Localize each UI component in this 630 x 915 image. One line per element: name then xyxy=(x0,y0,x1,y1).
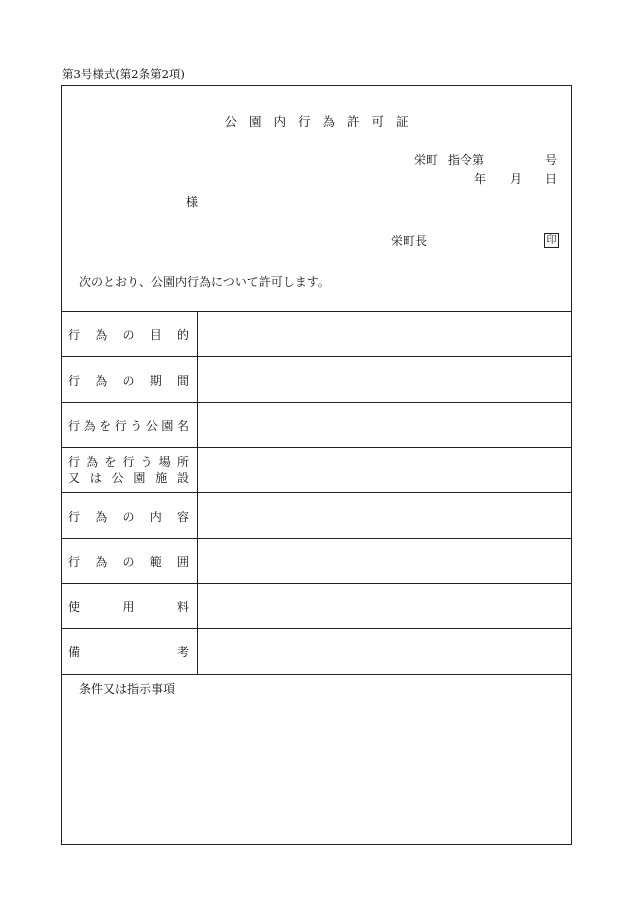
row-label-park-name xyxy=(62,417,197,434)
label-char: を xyxy=(104,455,117,469)
label-char: 設 xyxy=(176,471,189,485)
remarks-value-field[interactable] xyxy=(198,629,571,674)
number-suffix: 号 xyxy=(545,153,558,167)
label-char: 行 xyxy=(122,455,135,469)
label-char: 公 xyxy=(111,471,124,485)
label-char: 為 xyxy=(83,419,96,433)
conditions-value-field[interactable] xyxy=(62,698,571,838)
table-divider xyxy=(62,674,571,675)
title-char: 内 xyxy=(273,114,286,129)
title-char: 為 xyxy=(322,114,336,129)
label-char: 為 xyxy=(95,328,108,342)
addressee-suffix: 様 xyxy=(186,195,199,209)
label-char: 備 xyxy=(68,645,81,659)
row-label-fee xyxy=(62,598,197,615)
period-value-field[interactable] xyxy=(198,357,571,402)
intro-text: 次のとおり、公園内行為について許可します。 xyxy=(79,275,330,289)
label-char: 又 xyxy=(68,471,81,485)
label-char: う xyxy=(130,419,143,433)
document-title xyxy=(62,112,571,130)
seal-mark: 印 xyxy=(544,233,559,248)
label-char: 範 xyxy=(149,555,162,569)
label-char: を xyxy=(99,419,112,433)
label-char: 容 xyxy=(176,510,189,524)
label-char: 行 xyxy=(68,510,81,524)
row-label-scope xyxy=(62,553,197,570)
row-label-remarks xyxy=(62,643,197,660)
label-char: 内 xyxy=(149,510,162,524)
conditions-label: 条件又は指示事項 xyxy=(79,682,176,696)
label-char: の xyxy=(122,328,135,342)
label-char: 行 xyxy=(68,419,81,433)
label-char: 使 xyxy=(68,600,81,614)
row-label-purpose xyxy=(62,326,197,343)
label-char: 用 xyxy=(122,600,135,614)
label-char: 為 xyxy=(95,510,108,524)
row-label-period xyxy=(62,372,197,389)
label-char: の xyxy=(122,555,135,569)
label-char: 園 xyxy=(161,419,174,433)
label-char: 囲 xyxy=(176,555,189,569)
label-char: 行 xyxy=(68,455,81,469)
title-char: 公 xyxy=(224,114,237,129)
label-char: 料 xyxy=(176,600,189,614)
scope-value-field[interactable] xyxy=(198,539,571,583)
issuer-town: 栄町 xyxy=(414,153,439,167)
label-char: 行 xyxy=(68,374,81,388)
label-char: は xyxy=(89,471,102,485)
label-char: 考 xyxy=(176,645,189,659)
label-char: 行 xyxy=(114,419,127,433)
date-day: 日 xyxy=(545,172,558,186)
label-char: 行 xyxy=(68,328,81,342)
title-char: 園 xyxy=(248,114,262,129)
title-char: 許 xyxy=(347,114,360,129)
label-char: 場 xyxy=(158,455,171,469)
permit-form xyxy=(61,85,572,845)
label-char: 為 xyxy=(95,374,108,388)
purpose-value-field[interactable] xyxy=(198,312,571,356)
label-char: 公 xyxy=(145,419,158,433)
label-char: 的 xyxy=(176,328,189,342)
fee-value-field[interactable] xyxy=(198,584,571,628)
form-number-label: 第3号様式(第2条第2項) xyxy=(62,67,185,81)
label-char: 名 xyxy=(176,419,189,433)
mayor-title: 栄町長 xyxy=(391,234,428,248)
title-char: 行 xyxy=(297,114,311,129)
label-char: 為 xyxy=(86,455,99,469)
label-char: 期 xyxy=(149,374,162,388)
park-name-value-field[interactable] xyxy=(198,403,571,447)
row-label-place-facility xyxy=(62,454,197,486)
label-char: 目 xyxy=(149,328,162,342)
label-char: 行 xyxy=(68,555,81,569)
row-label-content xyxy=(62,508,197,525)
label-char: 間 xyxy=(176,374,189,388)
order-number-label: 指令第 xyxy=(448,153,485,167)
date-year: 年 xyxy=(474,172,487,186)
label-char: う xyxy=(140,455,153,469)
place-facility-value-field[interactable] xyxy=(198,448,571,492)
label-char: の xyxy=(122,510,135,524)
label-char: 為 xyxy=(95,555,108,569)
title-char: 可 xyxy=(371,114,385,129)
label-char: 施 xyxy=(155,471,168,485)
content-value-field[interactable] xyxy=(198,493,571,538)
label-char: の xyxy=(122,374,135,388)
label-char: 所 xyxy=(176,455,189,469)
label-char: 園 xyxy=(133,471,146,485)
date-month: 月 xyxy=(510,172,523,186)
title-char: 証 xyxy=(396,114,409,129)
